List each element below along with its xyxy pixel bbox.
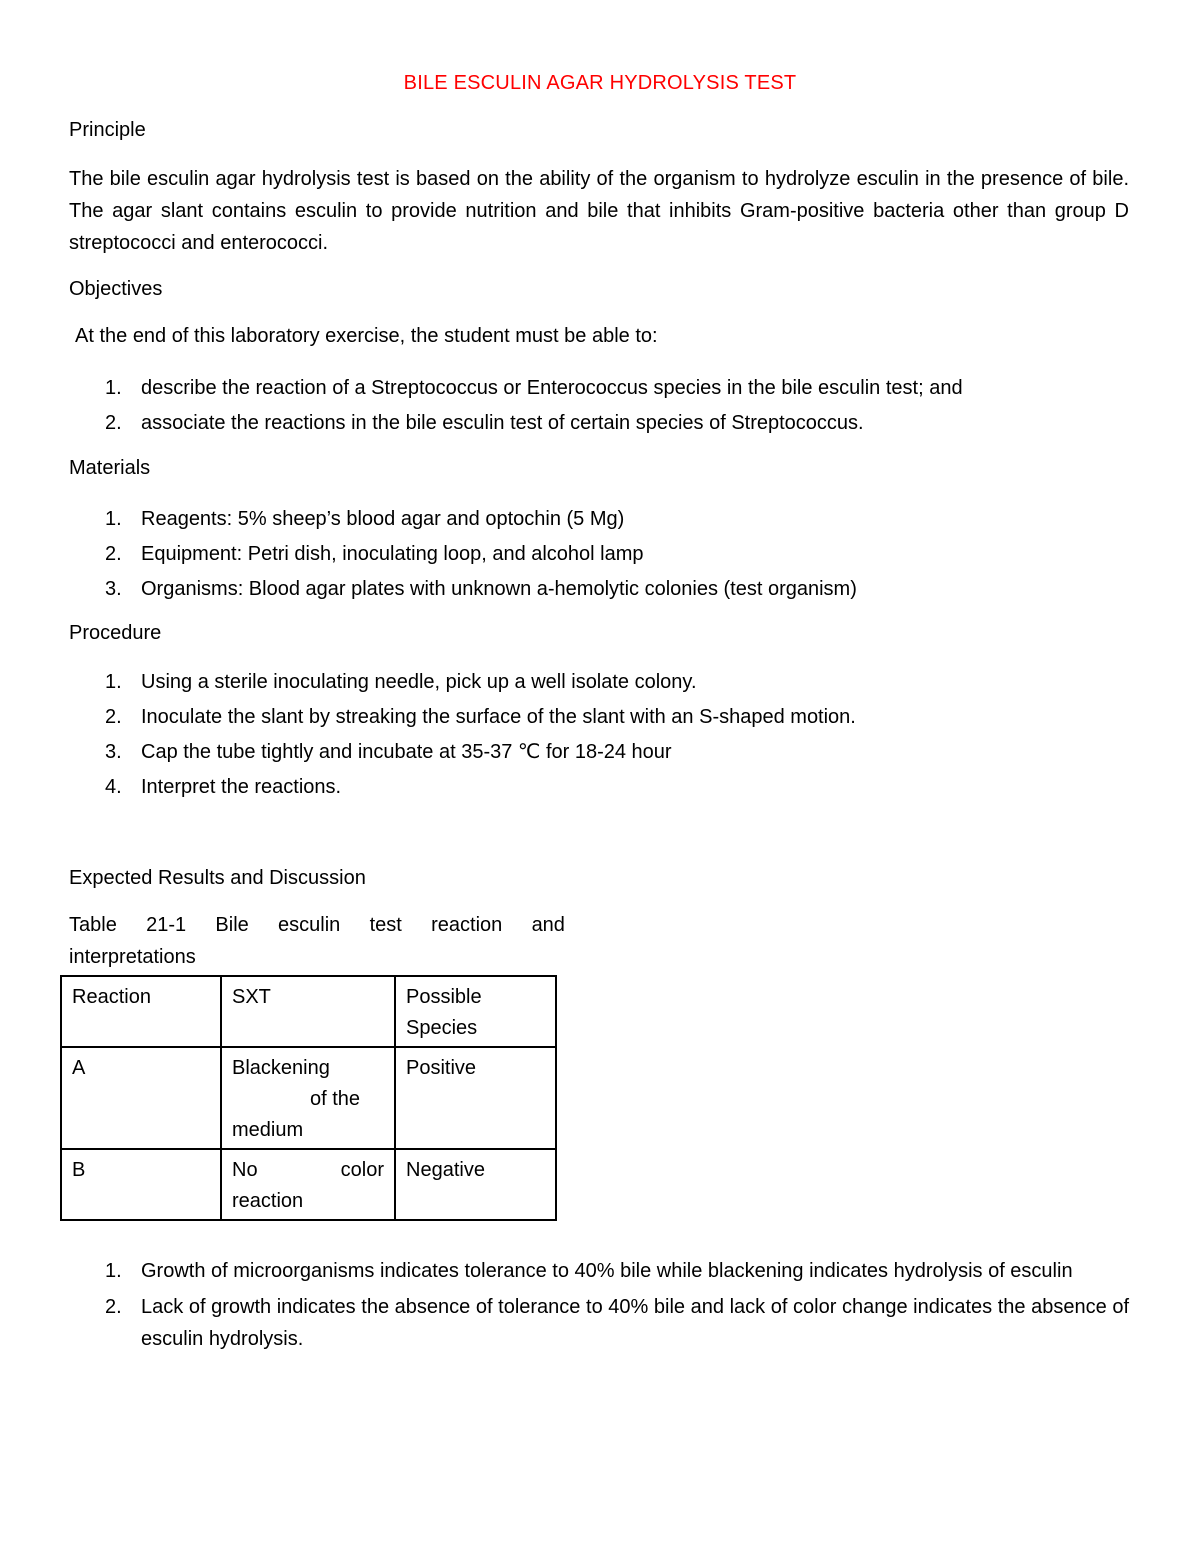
list-item: 2. Lack of growth indicates the absence of tolerance to 40% bile and lack of color change indicates the absence of esculin hydrolysis. <box>105 1296 1129 1350</box>
cell-sxt: No <box>232 1159 258 1181</box>
list-item: 3. Organisms: Blood agar plates with unknown a-hemolytic colonies (test organism) <box>105 578 857 600</box>
objectives-list <box>69 372 1129 442</box>
list-item: 1. Growth of microorganisms indicates tolerance to 40% bile while blackening indicates hydrolysis of esculin <box>105 1260 1073 1282</box>
list-item: 2. Equipment: Petri dish, inoculating loop, and alcohol lamp <box>105 543 644 565</box>
document-title: BILE ESCULIN AGAR HYDROLYSIS TEST <box>403 72 797 94</box>
list-item: 1. Using a sterile inoculating needle, pick up a well isolate colony. <box>105 671 697 693</box>
materials-list <box>69 503 1129 608</box>
principle-heading: Principle <box>69 119 146 141</box>
procedure-list <box>69 666 1129 806</box>
header-sxt: SXT <box>232 986 271 1008</box>
objectives-intro: At the end of this laboratory exercise, the student must be able to: <box>75 325 658 347</box>
table-row <box>61 1149 556 1220</box>
cell-species: Positive <box>406 1057 477 1079</box>
cell-species: Negative <box>406 1159 485 1181</box>
header-reaction: Reaction <box>72 986 151 1008</box>
list-item: 2. Inoculate the slant by streaking the surface of the slant with an S-shaped motion. <box>105 706 856 728</box>
procedure-heading: Procedure <box>69 622 162 644</box>
header-possible: Possible <box>406 986 482 1008</box>
materials-heading: Materials <box>69 457 151 479</box>
principle-text: The bile esculin agar hydrolysis test is based on the ability of the organism to hydrolyze esculin in the presence of bile. The agar slant contains esculin to provide nutrition and bile that inhibits Gram-positive bacteria other than group D streptococci and enterococci. <box>69 168 1129 254</box>
cell-sxt: color <box>340 1159 384 1181</box>
cell-sxt: medium <box>232 1119 304 1141</box>
cell-sxt: Blackening <box>232 1057 330 1079</box>
reaction-table <box>60 975 557 1221</box>
list-item: 3. Cap the tube tightly and incubate at 35-37 ℃ for 18-24 hour <box>105 741 672 763</box>
cell-sxt: of the <box>309 1088 360 1110</box>
list-item: 2. associate the reactions in the bile esculin test of certain species of Streptococcus. <box>105 412 864 434</box>
cell-reaction: B <box>72 1159 86 1181</box>
list-item: 4. Interpret the reactions. <box>105 776 342 798</box>
list-item: 1. Reagents: 5% sheep’s blood agar and optochin (5 Mg) <box>105 508 625 530</box>
cell-reaction: A <box>72 1057 86 1079</box>
cell-sxt: reaction <box>232 1190 304 1212</box>
objectives-heading: Objectives <box>69 278 163 300</box>
list-item: 1. describe the reaction of a Streptococcus or Enterococcus species in the bile esculin test; and <box>105 377 963 399</box>
table-row <box>61 1047 556 1149</box>
results-list <box>69 1255 1129 1355</box>
results-heading: Expected Results and Discussion <box>69 867 366 889</box>
header-species: Species <box>406 1017 478 1039</box>
table-caption: Table 21-1 Bile esculin test reaction and interpretations <box>69 914 565 968</box>
table-header-row <box>61 976 556 1047</box>
